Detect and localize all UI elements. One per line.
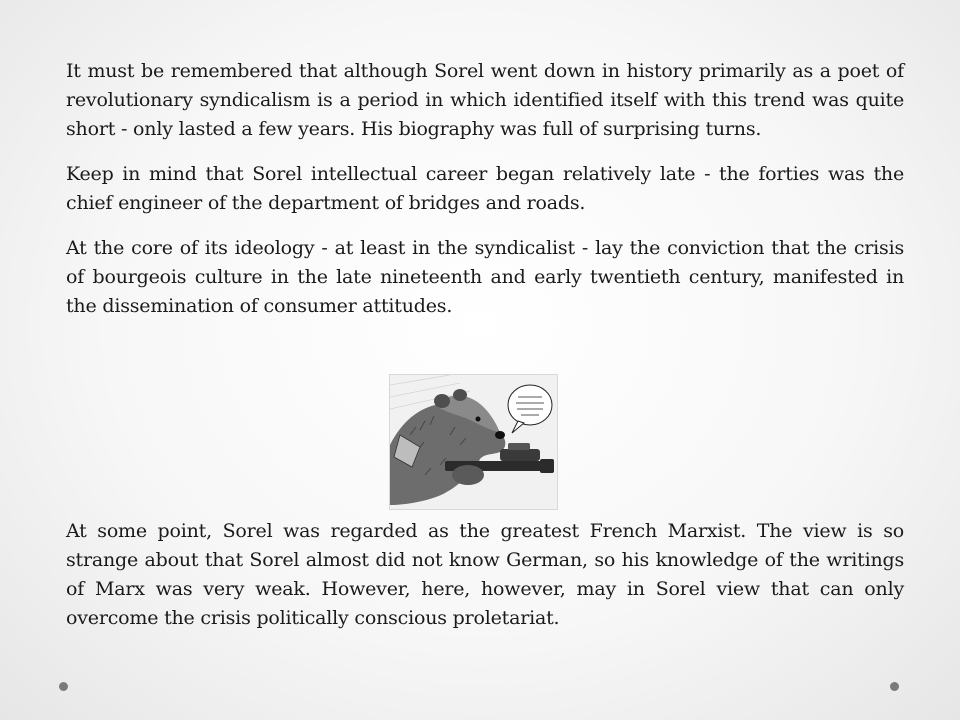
decorative-dot-left xyxy=(59,682,68,691)
decorative-dot-right xyxy=(890,682,899,691)
bottom-text-block xyxy=(66,517,904,649)
paragraph-3: At the core of its ideology - at least in the syndicalist - lay the conviction that the crisis of bourgeois culture in the late nineteenth and early twentieth century, manifested in the dissemination of consumer attitudes. xyxy=(66,237,904,317)
paragraph-4: At some point, Sorel was regarded as the greatest French Marxist. The view is so strange about that Sorel almost did not know German, so his knowledge of the writings of Marx was very weak. However, here, however, may in Sorel view that can only overcome the crisis politically conscious proletariat. xyxy=(66,520,904,629)
paragraph-1: It must be remembered that although Sorel went down in history primarily as a poet of revolutionary syndicalism is a period in which identified itself with this trend was quite short - only lasted a few years. His biography was full of surprising turns. xyxy=(66,60,904,140)
paragraph-2: Keep in mind that Sorel intellectual career began relatively late - the forties was the chief engineer of the department of bridges and roads. xyxy=(66,163,904,214)
top-text-block xyxy=(66,57,904,337)
bear-comic-illustration xyxy=(389,374,558,510)
